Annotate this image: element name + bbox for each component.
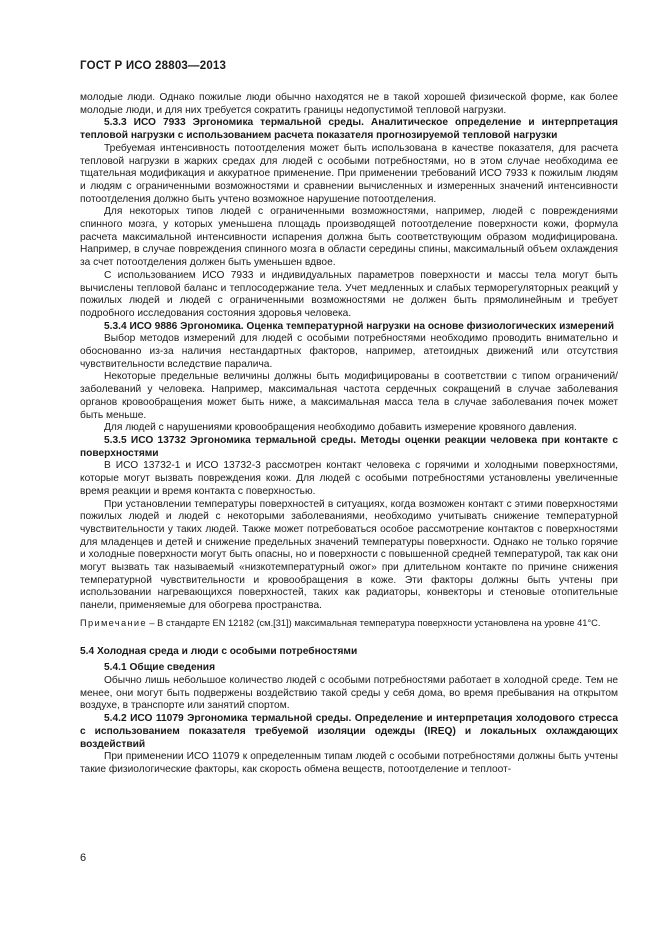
section-heading-5-3-3: 5.3.3 ИСО 7933 Эргономика термальной среды. Аналитическое определение и интерпретация тепловой нагрузки с использованием расчета показателя прогнозируемой тепловой нагрузки [80, 117, 618, 142]
section-heading-5-4: 5.4 Холодная среда и люди с особыми потребностями [80, 645, 358, 657]
paragraph: Обычно лишь небольшое количество людей с особыми потребностями работает в холодной среде. Тем не менее, они могут быть подвержены воздействию такой среды у себя дома, во время пребывания на открытом воздухе, в транспорте или занятий спортом. [80, 675, 618, 712]
paragraph: При установлении температуры поверхностей в ситуациях, когда возможен контакт с этими поверхностями пожилых людей и людей с некоторыми заболеваниями, необходимо учитывать снижение температурной чувствительности у таких людей. Также может потребоваться особое рассмотрение контактов с поверхностями для младенцев и детей и снижение предельных значений температуры поверхности. Однако не только горячие и холодные поверхности могут быть опасны, но и поверхности с повышенной средней температурой, так как они могут вызвать так называемый «низкотемпературный ожог» при длительном контакте по причине снижения температурной чувствительности и кровообращения в коже. Эти факторы должны быть учтены при использовании нагревающихся поверхностей, таких как радиаторы, конвекторы и стеновые отопительные панели, применяемые для обогрева пространства. [80, 498, 618, 612]
paragraph: Для некоторых типов людей с ограниченными возможностями, например, людей с повреждениями спинного мозга, у которых уменьшена площадь производящей потоотделение поверхности кожи, формула расчета максимальной интенсивности испарения должна быть соответствующим образом модифицирована. Например, в случае повреждения спинного мозга в области середины спины, максимальный объем охлаждения за счет потоотделения должен быть уменьшен вдвое. [80, 206, 618, 269]
section-heading-5-4-1: 5.4.1 Общие сведения [104, 662, 216, 674]
note-text: – В стандарте EN 12182 (см.[31]) максимальная температура поверхности установлена на уровне 41°С. [146, 617, 601, 628]
page-number: 6 [80, 852, 87, 864]
paragraph: При применении ИСО 11079 к определенным типам людей с особыми потребностями должны быть учтены такие физиологические факторы, как скорость обмена веществ, потоотделение и теплоот- [80, 751, 618, 775]
paragraph: Выбор методов измерений для людей с особыми потребностями необходимо проводить внимательно и обоснованно из-за наличия нестандартных факторов, например, атетоидных движений или отсутствия чувствительности вследствие паралича. [80, 333, 618, 370]
note [80, 618, 618, 630]
paragraph: Для людей с нарушениями кровообращения необходимо добавить измерение кровяного давления. [104, 422, 577, 434]
section-heading-5-4-2: 5.4.2 ИСО 11079 Эргономика термальной среды. Определение и интерпретация холодового стресса с использованием показателя требуемой изоляции одежды (IREQ) и локальных охлаждающих воздействий [80, 713, 618, 750]
section-heading-5-3-4: 5.3.4 ИСО 9886 Эргономика. Оценка температурной нагрузки на основе физиологических измерений [104, 320, 614, 332]
document-body [80, 92, 618, 777]
paragraph: Требуемая интенсивность потоотделения может быть использована в качестве показателя, для расчета тепловой нагрузки в жарких средах для людей с особыми потребностями, но в этом случае необходима ее тщательная модификация и аккуратное применение. При применении требований ИСО 7933 к пожилым людям и людям с ограниченными возможностями и сравнении вычисленных и измеренных значений интенсивности потоотделения должно быть учтено возможное нарушение потоотделения. [80, 142, 618, 205]
paragraph: молодые люди. Однако пожилые люди обычно находятся не в такой хорошей физической форме, как более молодые люди, и для них требуется сократить границы недопустимой тепловой нагрузки. [80, 92, 618, 116]
paragraph: Некоторые предельные величины должны быть модифицированы в соответствии с типом ограничений/заболеваний у человека. Например, максимальная частота сердечных сокращений в случае заболевания органов кровообращения может быть ниже, а максимальная масса тела в случае заболевания почек может быть меньше. [80, 371, 618, 421]
document-header: ГОСТ Р ИСО 28803—2013 [80, 60, 227, 72]
paragraph: В ИСО 13732-1 и ИСО 13732-3 рассмотрен контакт человека с горячими и холодными поверхностями, которые могут вызвать повреждения кожи. Для людей с особыми потребностями установлены увеличенные время реакции и время контакта с поверхностью. [80, 460, 618, 497]
paragraph: С использованием ИСО 7933 и индивидуальных параметров поверхности и массы тела могут быть вычислены тепловой баланс и теплосодержание тела. Учет медленных и слабых терморегуляторных реакций у пожилых людей и людей с ограниченными возможностями не должен быть прямолинейным и требует подробного исследования состояния здоровья человека. [80, 269, 618, 319]
section-heading-5-3-5: 5.3.5 ИСО 13732 Эргономика термальной среды. Методы оценки реакции человека при контакте с поверхностями [80, 434, 618, 459]
note-label: Примечание [80, 617, 147, 628]
